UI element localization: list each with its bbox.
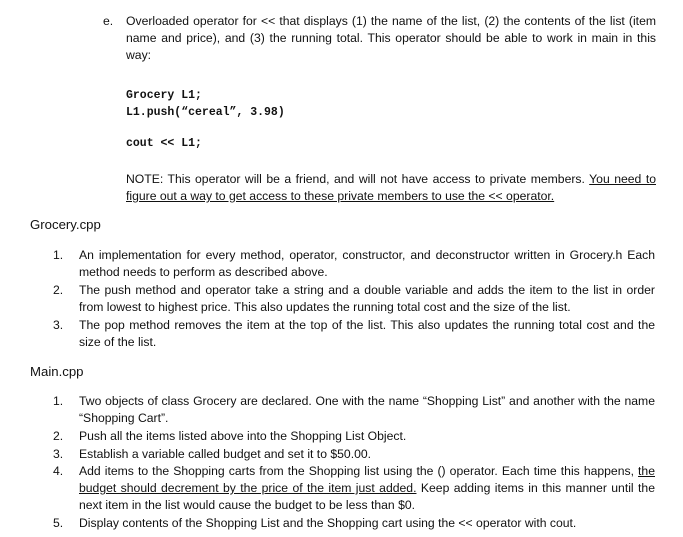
list-item-number: 1. — [53, 248, 64, 262]
main-cpp-heading: Main.cpp — [30, 364, 84, 379]
list-item-text: An implementation for every method, operator, constructor, and deconstructor written in Grocery.h Each method needs to perform as described above. — [79, 248, 655, 279]
list-item-text: Display contents of the Shopping List and the Shopping cart using the << operator with cout. — [79, 516, 577, 530]
text-after: Keep adding items in this manner until the next item in the list would cause the budget to be less than $0. — [79, 481, 655, 512]
list-item-text: The pop method removes the item at the top of the list. This also updates the running total cost and the size of the list. — [79, 318, 655, 349]
code-line-1: Grocery L1; — [126, 89, 202, 102]
list-item-number: 2. — [53, 429, 64, 443]
list-item-number: 4. — [53, 464, 64, 478]
list-item-number: 1. — [53, 394, 64, 408]
list-item-number: 3. — [53, 447, 64, 461]
item-e-text: Overloaded operator for << that displays (1) the name of the list, (2) the contents of the list (item name and price), and (3) the running total. This operator should be able to work in main in this way: — [126, 14, 656, 62]
text-underlined: the budget should decrement by the price of the item just added. — [79, 464, 655, 495]
list-item-text: The push method and operator take a string and a double variable and adds the item to the list in order from lowest to highest price. This also updates the running total cost and the size of the list. — [79, 283, 655, 314]
note-plain: NOTE: This operator will be a friend, and will not have access to private members. — [126, 172, 590, 186]
text-before: Add items to the Shopping carts from the Shopping list using the () operator. Each time this happens, — [79, 464, 639, 478]
item-e-letter: e. — [103, 14, 114, 28]
list-item-text: Two objects of class Grocery are declared. One with the name “Shopping List” and another with the name “Shopping Cart”. — [79, 394, 655, 425]
grocery-cpp-heading: Grocery.cpp — [30, 217, 101, 232]
list-item-text: Push all the items listed above into the Shopping List Object. — [79, 429, 407, 443]
list-item-text — [79, 463, 655, 514]
list-item-text: Establish a variable called budget and set it to $50.00. — [79, 447, 372, 461]
list-item-number: 3. — [53, 318, 64, 332]
note-paragraph — [126, 171, 656, 205]
list-item-number: 2. — [53, 283, 64, 297]
code-line-2: L1.push(“cereal”, 3.98) — [126, 106, 285, 119]
note-underlined: You need to figure out a way to get access to these private members to use the << operator. — [126, 172, 656, 203]
code-line-3: cout << L1; — [126, 137, 202, 150]
list-item-number: 5. — [53, 516, 64, 530]
